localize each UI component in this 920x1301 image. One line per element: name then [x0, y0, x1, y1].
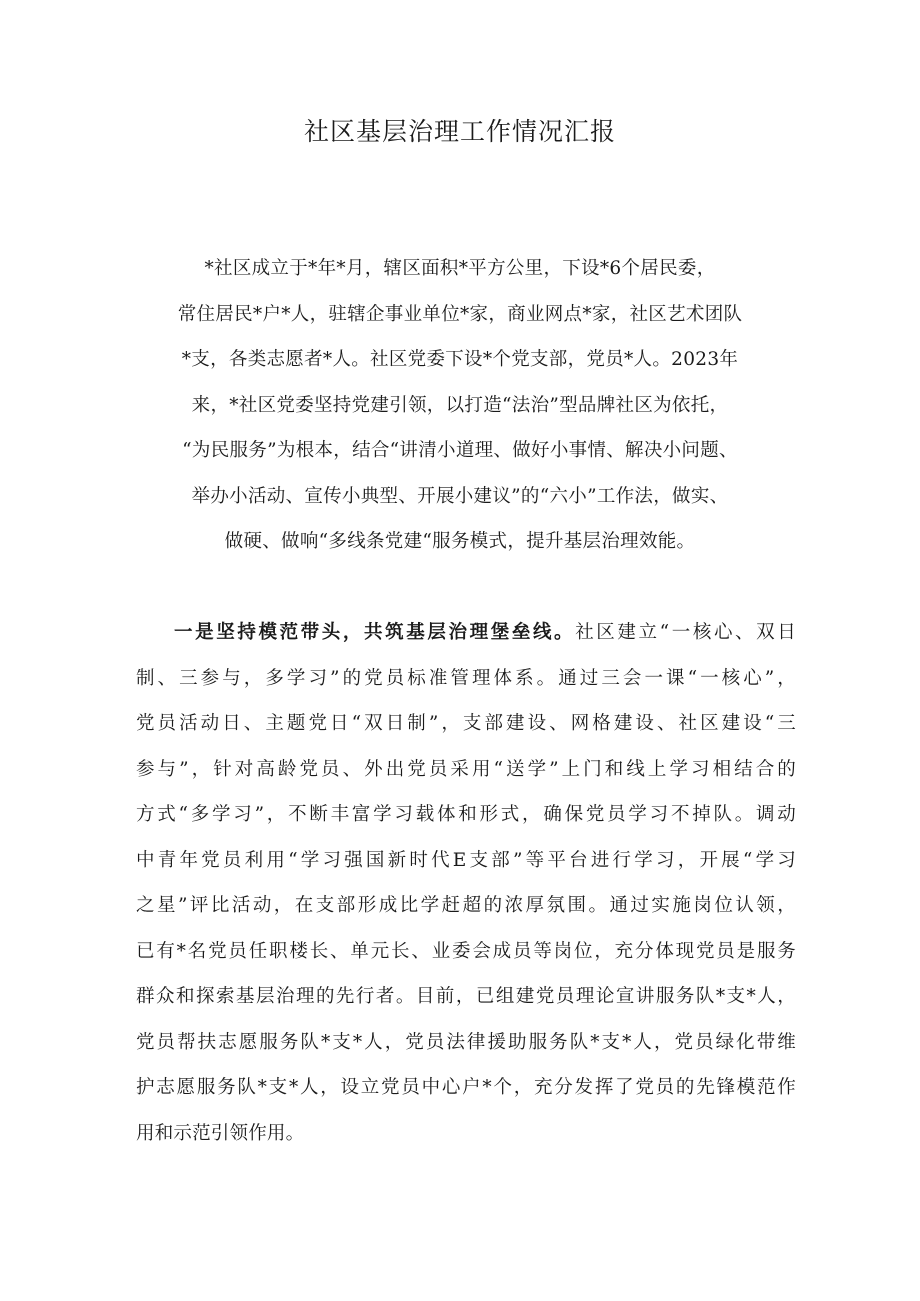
section-first-line [136, 610, 796, 656]
intro-line: 来，*社区党委坚持党建引领，以打造“法治”型品牌社区为依托， [191, 394, 729, 416]
intro-line: 做硬、做响“多线条党建“服务模式，提升基层治理效能。 [224, 531, 696, 552]
intro-line: 举办小活动、宣传小典型、开展小建议”的“六小”工作法，做实、 [191, 485, 729, 507]
section-line: 群众和探索基层治理的先行者。目前，已组建党员理论宣讲服务队*支*人， [136, 986, 796, 1007]
section-line: 已有*名党员任职楼长、单元长、业委会成员等岗位，充分体现党员是服务 [136, 940, 796, 962]
intro-line: 常住居民*户*人，驻辖企事业单位*家，商业网点*家，社区艺术团队 [177, 303, 743, 325]
section-line: 方式“多学习”，不断丰富学习载体和形式，确保党员学习不掉队。调动 [136, 804, 796, 825]
section-paragraph [136, 610, 796, 1156]
section-line: 党员活动日、主题党日“双日制”，支部建设、网格建设、社区建设“三 [136, 713, 796, 734]
intro-paragraph [150, 246, 770, 565]
document-title: 社区基层治理工作情况汇报 [303, 117, 616, 146]
section-lead: 一是坚持模范带头，共筑基层治理堡垒线。 [174, 622, 576, 643]
section-line: 之星”评比活动，在支部形成比学赶超的浓厚氛围。通过实施岗位认领， [136, 895, 796, 916]
section-line: 参与”，针对高龄党员、外出党员采用“送学”上门和线上学习相结合的 [136, 758, 796, 780]
intro-line: “为民服务”为根本，结合“讲清小道理、做好小事情、解决小问题、 [182, 440, 738, 461]
section-first-line-rest: 社区建立“一核心、双日 [575, 622, 796, 643]
intro-line: *支，各类志愿者*人。社区党委下设*个党支部，党员*人。2023年 [181, 349, 739, 370]
section-line: 用和示范引领作用。 [136, 1122, 305, 1144]
section-line: 护志愿服务队*支*人，设立党员中心户*个，充分发挥了党员的先锋模范作 [136, 1077, 796, 1098]
section-line: 制、三参与，多学习”的党员标准管理体系。通过三会一课“一核心”， [136, 667, 796, 689]
intro-line: *社区成立于*年*月，辖区面积*平方公里，下设*6个居民委， [204, 258, 716, 279]
section-line: 中青年党员利用“学习强国新时代E支部”等平台进行学习，开展“学习 [136, 849, 796, 871]
section-line: 党员帮扶志愿服务队*支*人，党员法律援助服务队*支*人，党员绿化带维 [136, 1031, 796, 1053]
